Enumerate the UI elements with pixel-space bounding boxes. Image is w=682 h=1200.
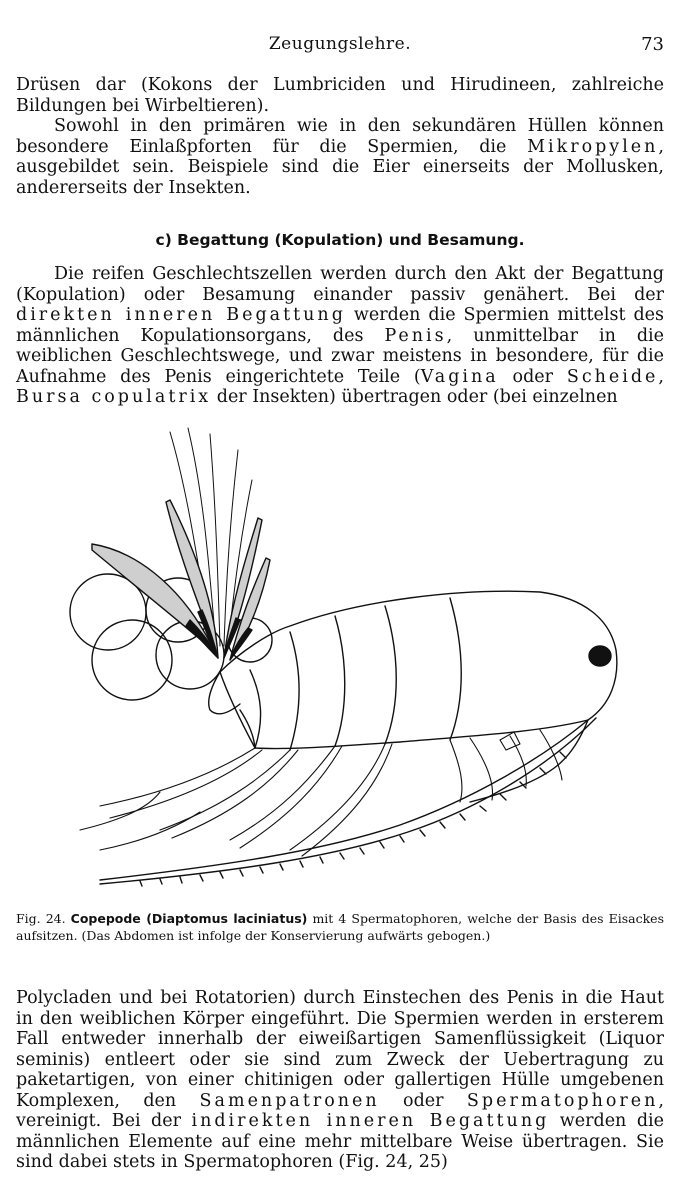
page-number: 73 (641, 34, 664, 55)
page-header (16, 34, 664, 58)
paragraph (16, 75, 664, 116)
text-run: werden die männlichen Elemente auf eine mehr mittelbare Weise übertragen. Sie sind dabei stets in Spermatophoren (Fig. 24, 25) (16, 1111, 664, 1172)
text-block-bottom (16, 988, 664, 1173)
text-run: , vereinigt. Bei der (16, 1090, 664, 1131)
eye (589, 646, 611, 666)
spaced-term: indirekten inneren Begattung (191, 1111, 550, 1131)
spermatophores (92, 500, 270, 660)
text-run: werden die Spermien mittelst des männlichen Kopulationsorgans, des (16, 305, 664, 346)
spaced-term: Spermatophoren (466, 1090, 659, 1111)
copepode-illustration (40, 420, 640, 900)
spaced-term: Penis (384, 325, 447, 346)
paragraph (16, 988, 664, 1173)
caption-label: Fig. 24. (16, 911, 71, 926)
spaced-term: Bursa copulatrix (16, 387, 212, 407)
text-run: Die reifen Geschlechtszellen werden durch den Akt der Begattung (Kopulation) oder Besamung einander passiv genähert. Bei der (16, 264, 664, 305)
spaced-term: Samenpatronen (199, 1090, 380, 1111)
text-run: Drüsen dar (Kokons der Lumbriciden und Hirudineen, zahlreiche Bildungen bei Wirbeltieren). (16, 75, 664, 116)
spaced-term: Scheide (566, 366, 659, 387)
paragraph (16, 116, 664, 198)
caption-text: mit 4 Spermatophoren, welche der Basis des Eisackes aufsitzen. (Das Abdomen ist infolge der Konservierung aufwärts gebogen.) (16, 911, 664, 943)
copepode-body (209, 591, 617, 802)
text-run: , ausgebildet sein. Beispiele sind die Eier einerseits der Mollusken, andererseits der Insekten. (16, 136, 664, 198)
text-block-top (16, 75, 664, 198)
text-run: , unmittelbar in die weiblichen Geschlechtswege, und zwar meistens in besondere, für die Aufnahme des Penis eingerichtete Teile ( (16, 325, 664, 387)
figure-caption (16, 910, 664, 944)
antenna (100, 718, 596, 886)
text-run: oder (498, 366, 567, 387)
paragraph (16, 264, 664, 408)
section-heading: c) Begattung (Kopulation) und Besamung. (155, 231, 525, 249)
text-run: der Insekten) übertragen oder (bei einzelnen (211, 387, 618, 407)
text-run: oder (379, 1090, 467, 1111)
spaced-term: direkten inneren Begattung (16, 305, 346, 325)
text-run: , (658, 366, 664, 387)
running-title: Zeugungslehre. (268, 34, 412, 54)
text-block-middle (16, 264, 664, 408)
text-run: Polycladen und bei Rotatorien) durch Einstechen des Penis in die Haut in den weiblichen Körper eingeführt. Die Spermien werden in ersterem Fall entweder innerhalb der eiweißartigen Samenflüssigkeit (Liquor seminis) entleert oder sie sind zum Zweck der Uebertragung zu paketartigen, von einer chitinigen oder gallertigen Hülle umgebenen Komplexen, den (16, 988, 664, 1111)
swimming-legs (80, 744, 392, 856)
text-run: Sowohl in den primären wie in den sekundären Hüllen können besondere Einlaßpforten für die Spermien, die (16, 116, 664, 157)
spaced-term: Mikropylen (527, 136, 659, 157)
spaced-term: Vagina (420, 366, 499, 387)
caption-title: Copepode (Diaptomus laciniatus) (70, 911, 308, 926)
